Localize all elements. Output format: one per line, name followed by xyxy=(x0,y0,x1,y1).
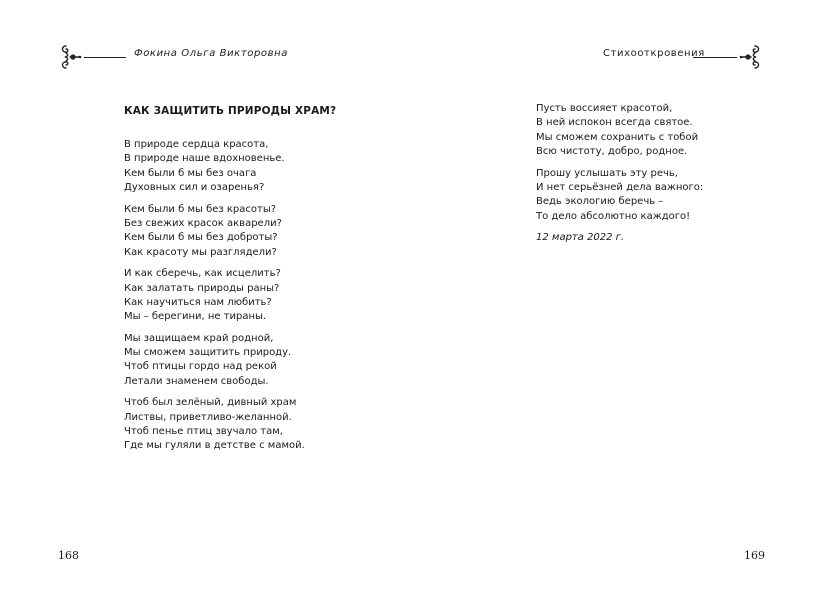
verse-line: Духовных сил и озаренья? xyxy=(124,182,265,194)
verse-line: И как сберечь, как исцелить? xyxy=(124,268,281,280)
verse-line: Мы защищаем край родной, xyxy=(124,332,274,344)
poem-body-right xyxy=(536,102,703,246)
stanza xyxy=(124,396,305,454)
verse-line: Кем были б мы без доброты? xyxy=(124,232,278,244)
poem-date: 12 марта 2022 г. xyxy=(536,232,625,244)
scroll-ornament-icon xyxy=(737,40,763,70)
verse-line: Мы сможем сохранить с тобой xyxy=(536,131,699,143)
poem-body-left xyxy=(124,138,305,461)
stanza xyxy=(124,267,305,325)
verse-line: Пусть воссияет красотой, xyxy=(536,103,673,114)
stanza xyxy=(124,138,305,196)
stanza xyxy=(124,203,305,261)
verse-line: То дело абсолютно каждого! xyxy=(536,210,691,222)
verse-line: Как залатать природы раны? xyxy=(124,282,280,294)
verse-line: В ней испокон всегда святое. xyxy=(536,117,693,129)
verse-line: И нет серьёзней дела важного: xyxy=(536,181,704,193)
header-book-title: Стихооткровения xyxy=(603,48,705,59)
verse-line: Как научиться нам любить? xyxy=(124,296,272,308)
page-number: 169 xyxy=(744,549,765,562)
verse-line: Мы – берегини, не тираны. xyxy=(124,311,267,323)
verse-line: Ведь экологию беречь – xyxy=(536,196,664,208)
header-rule xyxy=(84,57,126,58)
stanza xyxy=(536,167,703,225)
right-running-header xyxy=(411,40,822,70)
poem-title: КАК ЗАЩИТИТЬ ПРИРОДЫ ХРАМ? xyxy=(124,104,337,117)
header-rule xyxy=(693,57,737,58)
verse-line: Прошу услышать эту речь, xyxy=(536,167,679,179)
verse-line: В природе наше вдохновенье. xyxy=(124,153,285,165)
verse-line: В природе сердца красота, xyxy=(124,139,269,150)
right-page xyxy=(411,0,822,595)
verse-line: Листвы, приветливо-желанной. xyxy=(124,411,292,423)
verse-line: Кем были б мы без красоты? xyxy=(124,203,277,215)
verse-line: Где мы гуляли в детстве с мамой. xyxy=(124,440,305,452)
verse-line: Чтоб пенье птиц звучало там, xyxy=(124,426,283,438)
verse-line: Кем были б мы без очага xyxy=(124,167,257,179)
stanza xyxy=(536,102,703,160)
verse-line: Летали знаменем свободы. xyxy=(124,375,269,387)
verse-line: Чтоб птицы гордо над рекой xyxy=(124,361,277,373)
verse-line: Как красоту мы разглядели? xyxy=(124,246,277,258)
header-author: Фокина Ольга Викторовна xyxy=(134,48,288,59)
verse-line: Без свежих красок акварели? xyxy=(124,217,282,229)
verse-line: Чтоб был зелёный, дивный храм xyxy=(124,397,297,409)
verse-line: Всю чистоту, добро, родное. xyxy=(536,146,688,158)
verse-line: Мы сможем защитить природу. xyxy=(124,347,292,359)
page-number: 168 xyxy=(58,549,79,562)
left-running-header xyxy=(0,40,411,70)
scroll-ornament-icon xyxy=(58,40,84,70)
stanza xyxy=(124,332,305,390)
